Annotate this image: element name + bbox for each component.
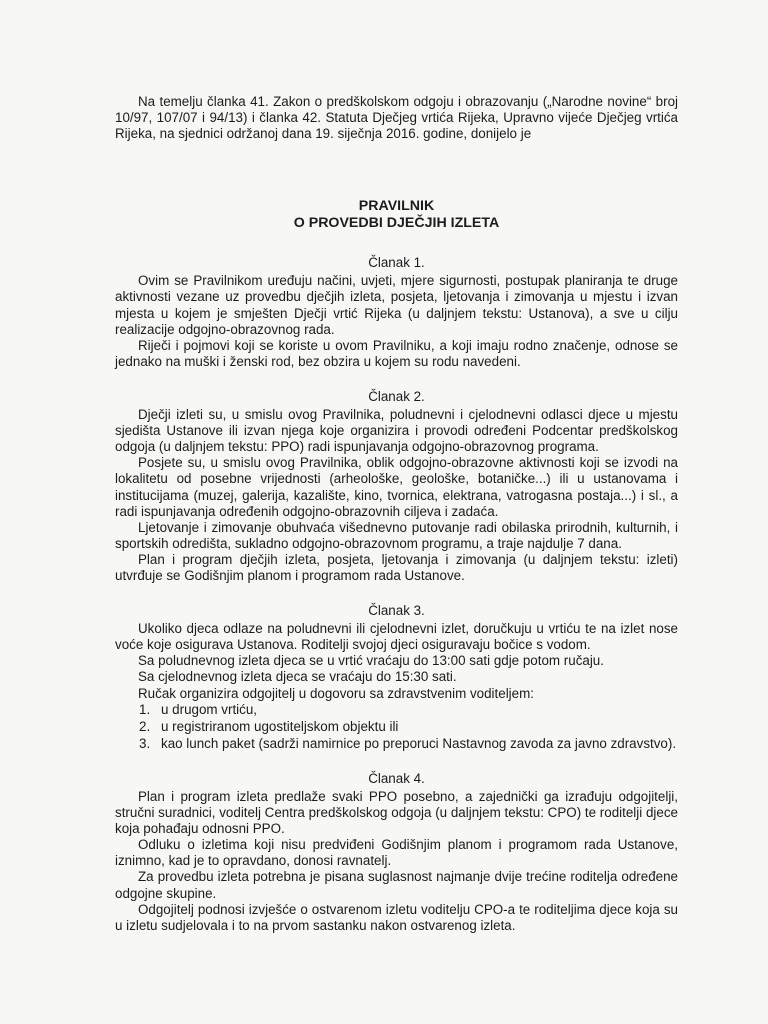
intro-paragraph: Na temelju članka 41. Zakon o predškolskom odgoju i obrazovanju („Narodne novine“ broj 10/97, 107/07 i 94/13) i članka 42. Statuta Dječjeg vrtića Rijeka, Upravno vijeće Dječjeg vrtića Rijeka, na sjednici održanoj dana 19. siječnja 2016. godine, donijelo je <box>115 94 678 142</box>
article-paragraph: Odgojitelj podnosi izvješće o ostvarenom izletu voditelju CPO-a te roditeljima djece koja su u izletu sudjelovala i to na prvom sastanku nakon ostvarenog izleta. <box>115 901 678 933</box>
title-line-2: O PROVEDBI DJEČJIH IZLETA <box>293 215 500 232</box>
list-item-text: kao lunch paket (sadrži namirnice po preporuci Nastavnog zavoda za javno zdravstvo). <box>161 735 677 751</box>
article-paragraph: Ručak organizira odgojitelj u dogovoru sa zdravstvenim voditeljem: <box>138 685 534 701</box>
lunch-options-list <box>115 702 678 752</box>
article-paragraph: Za provedbu izleta potrebna je pisana suglasnost najmanje dvije trećine roditelja određene odgojne skupine. <box>115 869 678 901</box>
list-item-number: 2. <box>139 718 151 734</box>
article-paragraph: Ukoliko djeca odlaze na poludnevni ili cjelodnevni izlet, doručkuju u vrtiću te na izlet nose voće koje osigurava Ustanova. Roditelji svojoj djeci osiguravaju bočice s vodom. <box>115 621 678 653</box>
article-heading: Članak 2. <box>368 388 425 404</box>
list-item-text: u registriranom ugostiteljskom objektu ili <box>161 718 399 734</box>
article-paragraph: Sa cjelodnevnog izleta djeca se vraćaju do 15:30 sati. <box>138 669 457 685</box>
article-paragraph: Riječi i pojmovi koji se koriste u ovom Pravilniku, a koji imaju rodno značenje, odnose se jednako na muški i ženski rod, bez obzira u kojem su rodu navedeni. <box>115 337 678 369</box>
article-heading: Članak 1. <box>368 255 425 271</box>
article-3 <box>115 603 678 752</box>
article-paragraph: Sa poludnevnog izleta djeca se u vrtić vraćaju do 13:00 sati gdje potom ručaju. <box>138 653 604 669</box>
list-item <box>115 702 678 718</box>
list-item-text: u drugom vrtiću, <box>161 701 258 717</box>
title-line-1: PRAVILNIK <box>358 198 435 215</box>
article-paragraph: Posjete su, u smislu ovog Pravilnika, oblik odgojno-obrazovne aktivnosti koji se izvodi na lokalitetu od posebne vrijednosti (arheološke, geološke, botaničke...) ili u ustanovama i institucijama (muzej, galerija, kazalište, kino, tvornica, elektrana, vatrogasna postaja...) i sl., a radi ispunjavanja određenih odgojno-obrazovnih ciljeva i zadaća. <box>115 455 678 519</box>
article-2 <box>115 389 678 584</box>
article-4 <box>115 771 678 934</box>
article-heading: Članak 4. <box>368 770 425 786</box>
article-paragraph: Odluku o izletima koji nisu predviđeni Godišnjim planom i programom rada Ustanove, iznimno, kad je to opravdano, donosi ravnatelj. <box>115 837 678 869</box>
article-paragraph: Plan i program izleta predlaže svaki PPO posebno, a zajednički ga izrađuju odgojitelji, stručni suradnici, voditelj Centra predškolskog odgoja (u daljnjem tekstu: CPO) te roditelji djece koja pohađaju odnosni PPO. <box>115 789 678 837</box>
list-item <box>115 736 678 752</box>
article-paragraph: Dječji izleti su, u smislu ovog Pravilnika, poludnevni i cjelodnevni odlasci djece u mjestu sjedišta Ustanove ili izvan njega koje organizira i provodi određeni Podcentar predškolskog odgoja (u daljnjem tekstu: PPO) radi ispunjavanja odgojno-obrazovnog programa. <box>115 407 678 455</box>
article-paragraph: Ovim se Pravilnikom uređuju načini, uvjeti, mjere sigurnosti, postupak planiranja te druge aktivnosti vezane uz provedbu dječjih izleta, posjeta, ljetovanja i zimovanja u mjestu i izvan mjesta u kojem je smješten Dječji vrtić Rijeka (u daljnjem tekstu: Ustanova), a sve u cilju realizacije odgojno-obrazovnog rada. <box>115 273 678 337</box>
article-paragraph: Ljetovanje i zimovanje obuhvaća višednevno putovanje radi obilaska prirodnih, kulturnih, i sportskih odredišta, sukladno odgojno-obrazovnom programu, a traje najdulje 7 dana. <box>115 519 678 551</box>
list-item-number: 1. <box>139 701 151 717</box>
list-item-number: 3. <box>139 735 151 751</box>
article-1 <box>115 255 678 370</box>
article-paragraph: Plan i program dječjih izleta, posjeta, ljetovanja i zimovanja (u daljnjem tekstu: izleti) utvrđuje se Godišnjim planom i programom rada Ustanove. <box>115 551 678 583</box>
article-heading: Članak 3. <box>368 603 425 619</box>
document-title <box>115 198 678 232</box>
list-item <box>115 719 678 735</box>
